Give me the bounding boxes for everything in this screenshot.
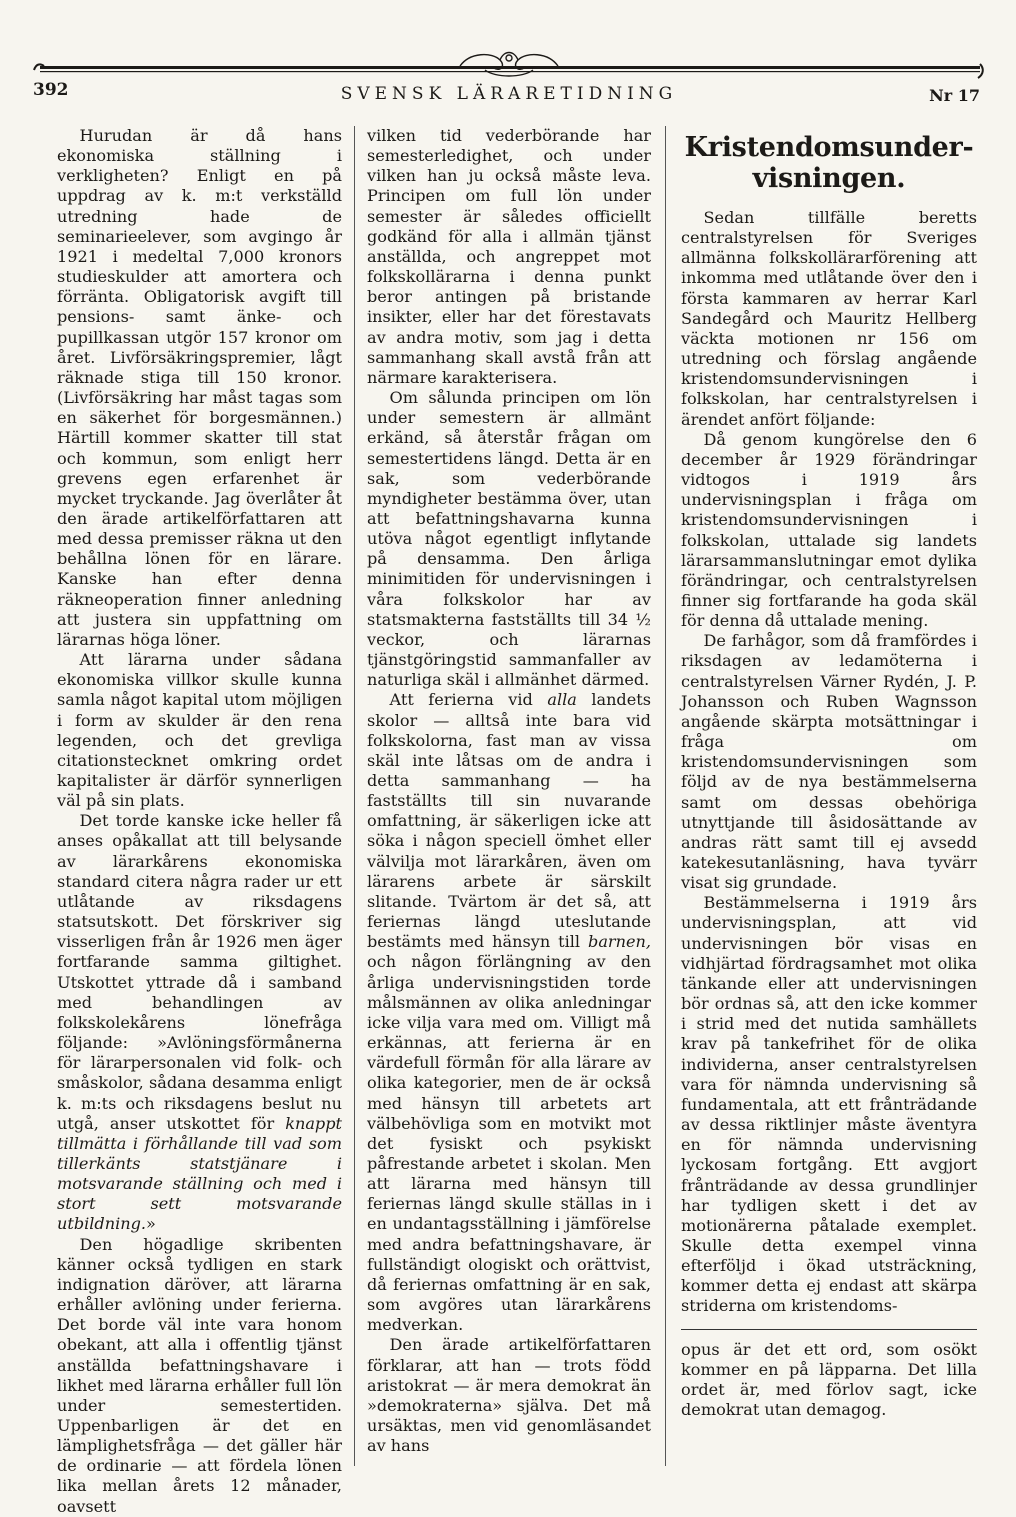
masthead-title: SVENSK LÄRARETIDNING	[340, 84, 678, 104]
page-header	[30, 80, 988, 114]
paragraph-text: landets skolor — alltså inte bara vid folkskolorna, fast man av vissa skäl inte låtsas om de andra i detta sammanhang — ha fastställts till sin nuvarande omfattning, är säkerligen icke att söka i någon speciell ömhet eller välvilja mot lärarkåren, även om lärarens arbete är särskilt slitande. Tvärtom är det så, att feriernas längd uteslutande bestämts med hänsyn till	[367, 690, 651, 952]
issue-number: Nr 17	[929, 86, 980, 105]
paragraph: Den högadlige skribenten känner också tydligen en stark indignation däröver, att lärarna erhåller avlöning under ferierna. Det borde väl inte vara honom obekant, att alla i offentlig tjänst anställda befattningshavare i likhet med lärarna erhåller full lön under semestertiden. Uppenbarligen är det en lämplighetsfråga — det gäller här de ordinarie — att fördela lönen lika mellan årets 12 månader, oavsett	[57, 1234, 342, 1516]
paragraph: Sedan tillfälle beretts centralstyrelsen för Sveriges allmänna folkskollärarförening att inkomma med utlåtande över den i första kammaren av herrar Karl Sandegård och Mauritz Hellberg väckta motionen nr 156 om utredning och förslag angående kristendomsundervisningen i folkskolan, har centralstyrelsen i ärendet anfört följande:	[681, 208, 977, 429]
paragraph: Då genom kungörelse den 6 december år 1929 förändringar vidtogos i 1919 års undervisningsplan i fråga om kristendomsundervisningen i folkskolan, uttalade sig landets lärarsammanslutningar emot dylika förändringar, och centralstyrelsen finner sig fortfarande ha goda skäl för denna då uttalade mening.	[681, 429, 977, 631]
column-divider	[665, 126, 666, 1466]
paragraph-text: Det torde kanske icke heller få anses opåkallat att till belysande av lärarkårens ekonomiska standard citera några rader ur ett utlåtande av riksdagens statsutskott. Det förskriver sig visserligen från år 1926 men äger fortfarande samma giltighet. Utskottet yttrade då i samband med behandlingen av folkskolekårens lönefråga följande: »Avlöningsförmånerna för lärarpersonalen vid folk- och småskolor, sådana desamma enligt k. m:ts och riksdagens beslut nu utgå, anser utskottet för	[57, 811, 342, 1133]
quote-close: »	[146, 1214, 156, 1234]
emphasis-barnen: barnen,	[588, 932, 651, 952]
paragraph: Den ärade artikelförfattaren förklarar, att han — trots född aristokrat — är mera demokrat än »demokraterna» själva. Det må ursäktas, men vid genomläsandet av hans	[367, 1335, 651, 1456]
paragraph: Om sålunda principen om lön under semestern är allmänt erkänd, så återstår frågan om semestertidens längd. Detta är en sak, som vederbörande myndigheter bestämma över, utan att befattningshavarna kunna utöva något egentligt inflytande på densamma. Den årliga minimitiden för undervisningen i våra folkskolor har av statsmakterna fastställts till 34 ½ veckor, och lärarnas tjänstgöringstid sammanfaller av naturliga skäl i allmänhet därmed.	[367, 388, 651, 690]
paragraph: Hurudan är då hans ekonomiska ställning i verkligheten? Enligt en på uppdrag av k. m:t verkställd utredning hade de seminarieelever, som avgingo år 1921 i medeltal 7,000 kronors studieskulder att amortera och förränta. Obligatorisk avgift till pensions- samt änke- och pupillkassan utgör 157 kronor om året. Livförsäkringspremier, lågt räknade stiga till 150 kronor. (Livförsäkring har måst tagas som en säkerhet för borgesmännen.) Härtill kommer skatter till stat och kommun, som enligt herr grevens egen erfarenhet är mycket tryckande. Jag överlåter åt den ärade artikelförfattaren att med dessa premisser räkna ut den behållna lönen för en lärare. Kanske han efter denna räkneoperation finner anledning att justera sin uppfattning om lärarnas höga löner.	[57, 126, 342, 649]
article-column-3	[681, 126, 977, 1420]
paragraph: vilken tid vederbörande har semesterledighet, och under vilken han ju också måste leva. Principen om full lön under semester är således officiellt godkänd för alla i allmän tjänst anställda, och angreppet mot folkskollärarna i denna punkt beror antingen på bristande insikter, eller har det förestavats av andra motiv, som jag i detta sammanhang skall avstå från att närmare karakterisera.	[367, 126, 651, 387]
article-column-2	[367, 126, 651, 1456]
paragraph	[367, 690, 651, 1335]
paragraph-text: och någon förlängning av den årliga undervisningstiden torde målsmännen av olika anledningar icke vilja vara med om. Villigt må erkännas, att ferierna är en värdefull förmån för alla lärare av olika kategorier, men de är också med hänsyn till arbetets art välbehövliga som en motvikt mot det fysiskt och psykiskt påfrestande arbetet i skolan. Men att lärarna med hänsyn till feriernas längd skulle ställas in i en undantagsställning i jämförelse med andra befattningshavare, är fullständigt ologiskt och orättvist, då feriernas omfattning är en sak, som avgöres utan lärarkårens medverkan.	[367, 952, 651, 1335]
page-number: 392	[33, 80, 69, 100]
paragraph-text: Att ferierna vid	[389, 690, 533, 710]
continuation-paragraph: opus är det ett ord, som osökt kommer en på läpparna. Det lilla ordet är, med förlov sagt, icke demokrat utan demagog.	[681, 1339, 977, 1420]
column-divider	[354, 126, 355, 1466]
paragraph: Bestämmelserna i 1919 års undervisningsplan, att vid undervisningen bör visas en vidhjärtad fördragsamhet mot olika tänkande eller att undervisningen bör ordnas så, att den icke kommer i strid med det nutida samhällets krav på tankefrihet för de olika individerna, anser centralstyrelsen vara för nämnda undervisning så fundamentala, att ett frånträdande av dessa riktlinjer måste äventyra en för nämnda undervisning lyckosam fortgång. Ett avgjort frånträdande av dessa grundlinjer har tydligen skett i det av motionärerna påtalade exemplet. Skulle detta exempel vinna efterföljd i ökad utsträckning, kommer detta ej endast att skärpa striderna om kristendoms-	[681, 893, 977, 1316]
header-ornament-rule	[30, 44, 988, 84]
article-headline: Kristendomsunder- visningen.	[684, 132, 974, 194]
paragraph: Att lärarna under sådana ekonomiska villkor skulle kunna samla något kapital utom möjligen i form av skulder är den rena legenden, och det grevliga citationstecknet omkring ordet kapitalister är därför synnerligen väl på sin plats.	[57, 650, 342, 811]
article-column-1	[57, 126, 342, 1517]
paragraph	[57, 811, 342, 1234]
quote-italic: knappt tillmätta i förhållande till vad som tillerkänts statstjänare i motsvarande ställning och med i stort sett motsvarande utbildning.	[57, 1113, 342, 1234]
article-body	[681, 208, 977, 1317]
emphasis-alla: alla	[547, 690, 577, 710]
paragraph: De farhågor, som då framfördes i riksdagen av ledamöterna i centralstyrelsen Värner Rydén, J. P. Johansson och Ruben Wagnsson angående skärpta motsättningar i fråga om kristendomsundervisningen som följd av de nya bestämmelserna samt om dessas obehöriga utnyttjande till åsidosättande av andras rätt samt till ej avsedd katekesutanläsning, hava tyvärr visat sig grundade.	[681, 631, 977, 893]
section-divider	[681, 1329, 977, 1330]
